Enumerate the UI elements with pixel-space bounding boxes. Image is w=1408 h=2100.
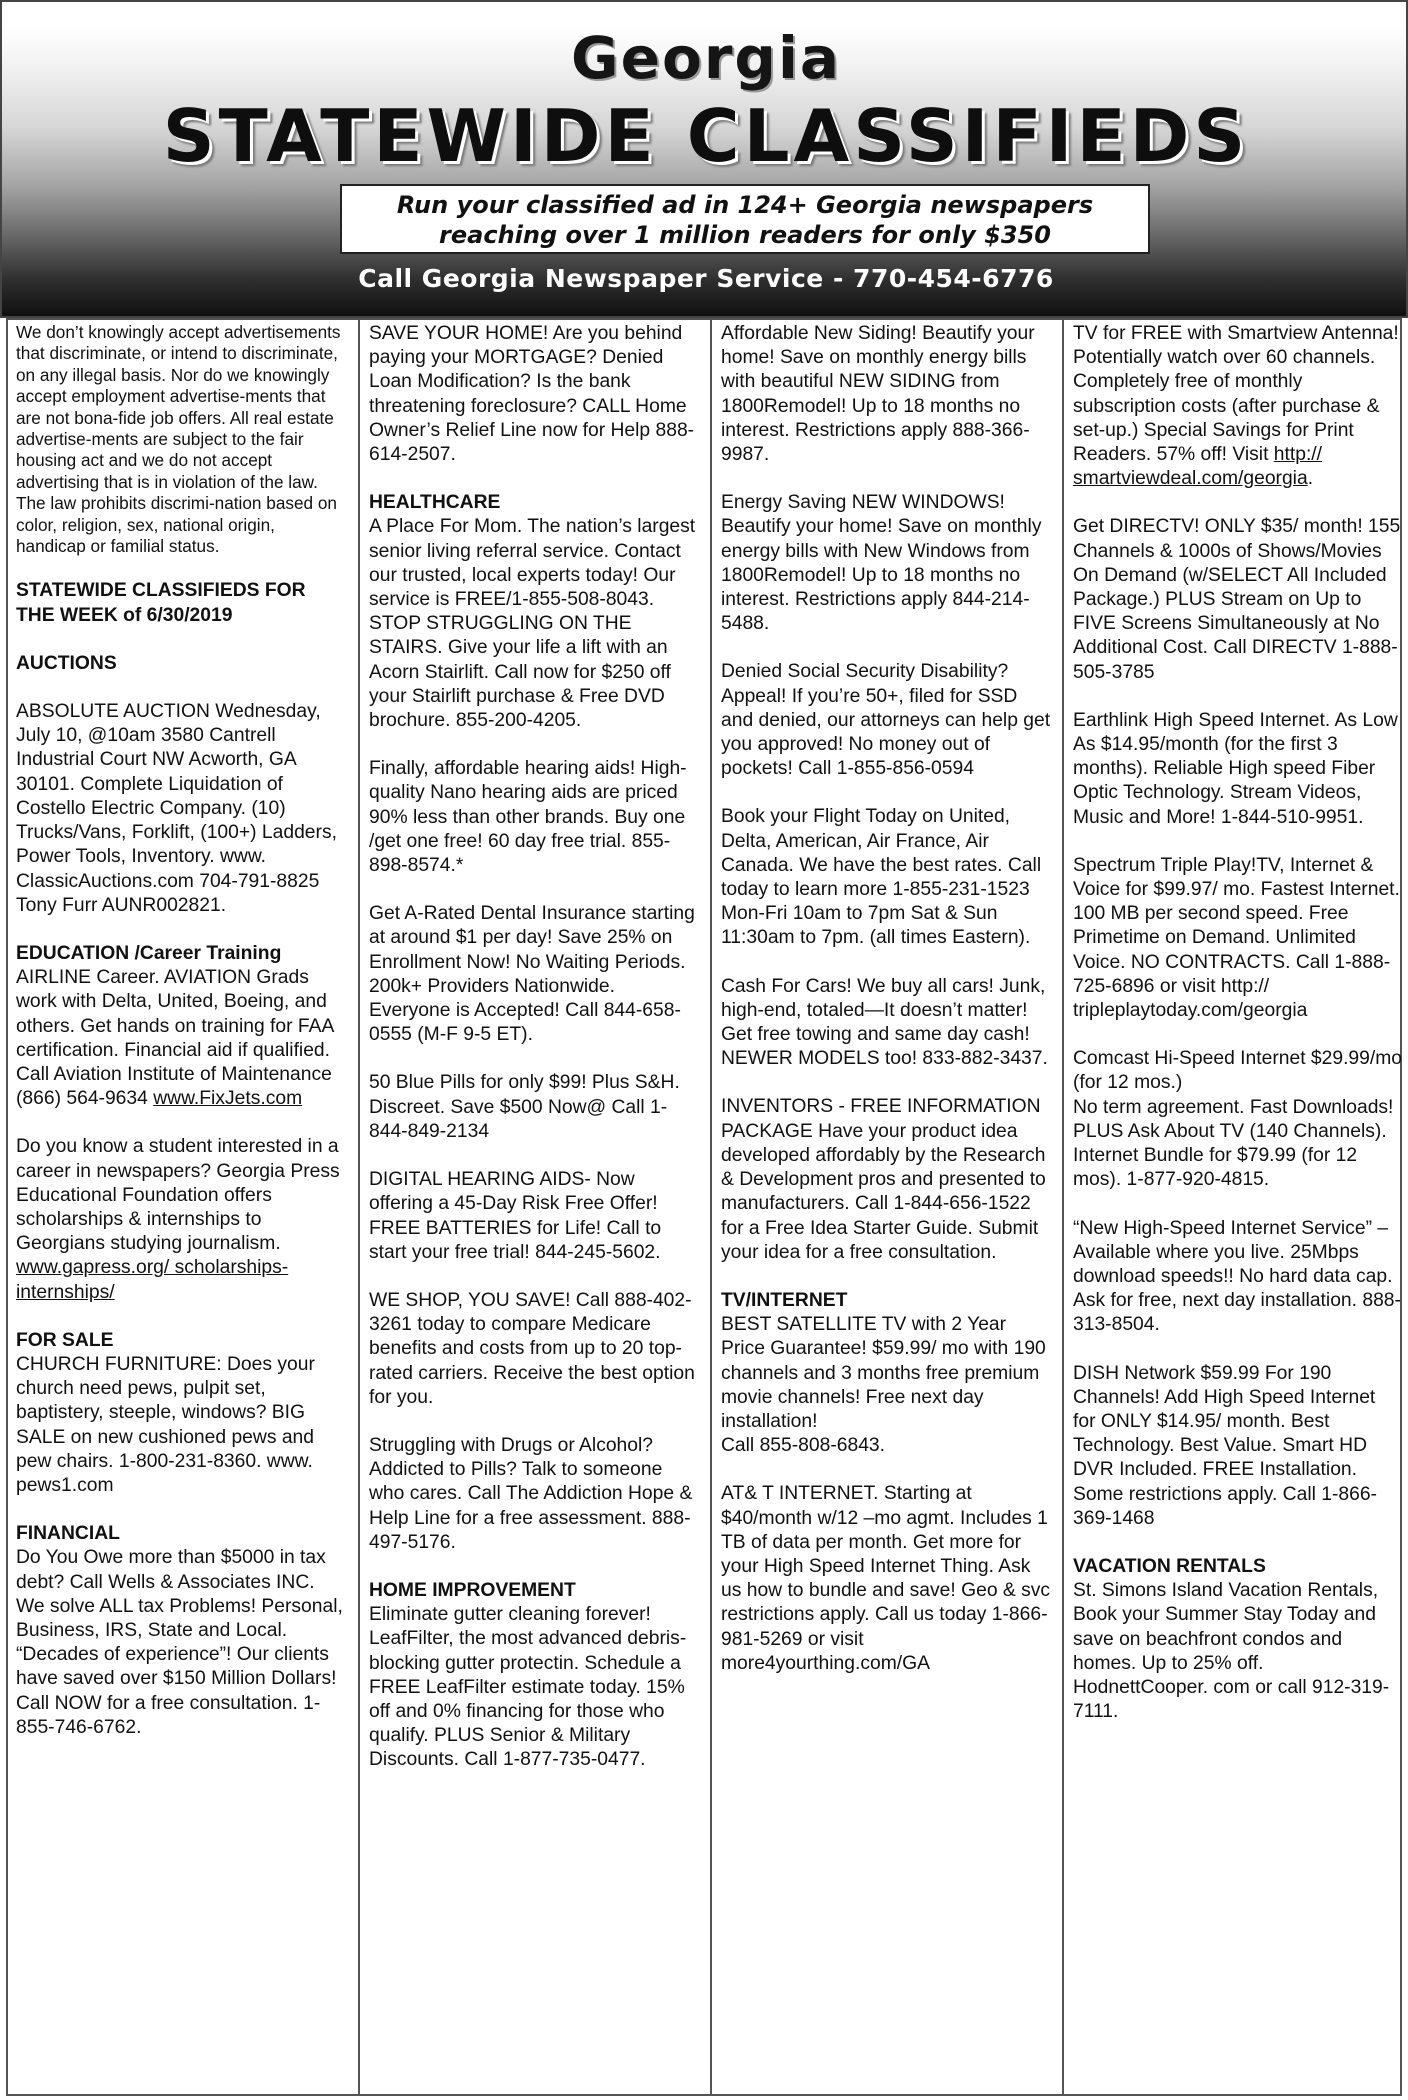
earthlink-ad: Earthlink High Speed Internet. As Low As $14.95/month (for the first 3 months). Reliable High speed Fiber Optic Technology. Stream Videos, Music and More! 1-844-510-9951. (1073, 709, 1398, 828)
inventors-ad: INVENTORS - FREE INFORMATION PACKAGE Have your product idea developed affordably by the Research & Development pros and presented to manufacturers. Call 1-844-656-1522 for a Free Idea Starter Guide. Submit your idea for a free consultation. (721, 1096, 1046, 1263)
high-speed-internet-ad: “New High-Speed Internet Service” –Available where you live. 25Mbps download speeds!! No hard data cap. Ask for free, next day installation. 888-313-8504. (1073, 1217, 1401, 1336)
masthead-title: STATEWIDE CLASSIFIEDS (162, 94, 1250, 178)
airline-ad (16, 966, 346, 1111)
column-divider (358, 318, 360, 2096)
masthead-state: Georgia (571, 24, 841, 92)
masthead (0, 0, 1408, 318)
section-heading-healthcare: HEALTHCARE (369, 492, 501, 514)
stairlift-ad: STOP STRUGGLING ON THE STAIRS. Give your life a lift with an Acorn Stairlift. Call now for $250 off your Stairlift purchase & Free DVD brochure. 855-200-4205. (369, 613, 671, 732)
promo-box (340, 184, 1150, 254)
comcast-text-1: Comcast Hi-Speed Internet $29.99/mo (for 12 mos.) (1073, 1048, 1403, 1094)
gapress-link[interactable]: www.gapress.org/ scholarships-internships/ (16, 1257, 289, 1303)
tax-debt-ad: Do You Owe more than $5000 in tax debt? Call Wells & Associates INC. We solve ALL tax Problems! Personal, Business, IRS, State and Local. “Decades of experience”! Our clients have saved over $150 Million Dollars! Call NOW for a free consultation. 1-855-746-6762. (16, 1547, 343, 1738)
column-divider (710, 318, 712, 2096)
comcast-ad (1073, 1047, 1403, 1192)
flight-ad: Book your Flight Today on United, Delta, American, Air France, Air Canada. We have the best rates. Call today to learn more 1-855-231-1523 Mon-Fri 10am to 7pm Sat & Sun 11:30am to 7pm. (all times Eastern). (721, 806, 1042, 949)
satellite-tv-text: BEST SATELLITE TV with 2 Year Price Guarantee! $59.99/ mo with 190 channels and 3 months free premium movie channels! Free next day installation! (721, 1314, 1046, 1432)
gutter-ad: Eliminate gutter cleaning forever! LeafFilter, the most advanced debris-blocking gutter protectin. Schedule a FREE LeafFilter estimate today. 15% off and 0% financing for those who qualify. PLUS Senior & Military Discounts. Call 1-877-735-0477. (369, 1604, 687, 1771)
smartview-ad (1073, 322, 1403, 491)
satellite-tv-call: Call 855-808-6843. (721, 1435, 886, 1457)
digital-hearing-ad: DIGITAL HEARING AIDS- Now offering a 45-Day Risk Free Offer! FREE BATTERIES for Life! Call to start your free trial! 844-245-5602. (369, 1169, 662, 1263)
fixjets-link[interactable]: www.FixJets.com (153, 1088, 303, 1110)
airline-ad-text: AIRLINE Career. AVIATION Grads work with Delta, United, Boeing, and others. Get hands on training for FAA certification. Financial aid if qualified. Call Aviation Institute of Maintenance (866) 564-9634 (16, 967, 334, 1110)
satellite-tv-ad (721, 1313, 1051, 1458)
section-heading-financial: FINANCIAL (16, 1523, 120, 1545)
auction-ad: ABSOLUTE AUCTION Wednesday, July 10, @10am 3580 Cantrell Industrial Court NW Acworth, GA 30101. Complete Liquidation of Costello Electric Company. (10) Trucks/Vans, Forklift, (100+) Ladders, Power Tools, Inventory. www. ClassicAuctions.com 704-791-8825 Tony Furr AUNR002821. (16, 701, 337, 916)
section-heading-vacation-rentals: VACATION RENTALS (1073, 1555, 1266, 1577)
section-heading-home-improvement: HOME IMPROVEMENT (369, 1579, 576, 1601)
hearing-aids-ad: Finally, affordable hearing aids! High-quality Nano hearing aids are priced 90% less than other brands. Buy one /get one free! 60 day free trial. 855-898-8574.* (369, 758, 687, 877)
week-title: STATEWIDE CLASSIFIEDS FOR THE WEEK of 6/30/2019 (16, 580, 306, 626)
column-divider (1062, 318, 1064, 2096)
masthead-call-line: Call Georgia Newspaper Service - 770-454-6776 (358, 264, 1054, 293)
column-2 (369, 322, 699, 1797)
disclaimer: We don’t knowingly accept advertisements that discriminate, or intend to discriminate, on any illegal basis. Nor do we knowingly accept employment advertise-ments that are not bona-fide job offers. All real estate advertise-ments are subject to the fair housing act and we do not accept advertising that is in violation of the law. The law prohibits discrimi-nation based on color, religion, sex, national origin, handicap or familial status. (16, 322, 341, 557)
column-3 (721, 322, 1051, 1700)
gapress-ad-text: Do you know a student interested in a career in newspapers? Georgia Press Educational Foundation offers scholarships & internships to Georgians studying journalism. (16, 1136, 340, 1255)
save-home-ad: SAVE YOUR HOME! Are you behind paying your MORTGAGE? Denied Loan Modification? Is the bank threatening foreclosure? CALL Home Owner’s Relief Line now for Help 888-614-2507. (369, 323, 695, 466)
promo-line-2: reaching over 1 million readers for only $350 (439, 221, 1051, 249)
disability-ad: Denied Social Security Disability? Appeal! If you’re 50+, filed for SSD and denied, our attorneys can help get you approved! No money out of pockets! Call 1-855-856-0594 (721, 661, 1051, 780)
section-heading-education: EDUCATION /Career Training (16, 942, 282, 964)
spectrum-ad: Spectrum Triple Play!TV, Internet & Voice for $99.97/ mo. Fastest Internet. 100 MB per second speed. Free Primetime on Demand. Unlimited Voice. NO CONTRACTS. Call 1-888-725-6896 or visit http:// tripleplaytoday.com/georgia (1073, 854, 1400, 1022)
comcast-text-2: No term agreement. Fast Downloads! PLUS Ask About TV (140 Channels). Internet Bundle for $79.99 (for 12 mos). 1-877-920-4815. (1073, 1096, 1394, 1191)
directv-ad: Get DIRECTV! ONLY $35/ month! 155 Channels & 1000s of Shows/Movies On Demand (w/SELECT All Included Package.) PLUS Stream on Up to FIVE Screens Simultaneously at No Additional Cost. Call DIRECTV 1-888-505-3785 (1073, 516, 1401, 683)
smartview-end: . (1307, 468, 1314, 490)
medicare-ad: WE SHOP, YOU SAVE! Call 888-402-3261 today to compare Medicare benefits and costs from up to 20 top-rated carriers. Receive the best option for you. (369, 1289, 695, 1408)
addiction-ad: Struggling with Drugs or Alcohol? Addicted to Pills? Talk to someone who cares. Call The Addiction Hope & Help Line for a free assessment. 888-497-5176. (369, 1434, 693, 1553)
church-furniture-ad: CHURCH FURNITURE: Does your church need pews, pulpit set, baptistery, steeple, windows? BIG SALE on new cushioned pews and pew chairs. 1-800-231-8360. www. pews1.com (16, 1353, 315, 1496)
section-heading-tv-internet: TV/INTERNET (721, 1289, 848, 1311)
blue-pills-ad: 50 Blue Pills for only $99! Plus S&H. Discreet. Save $500 Now@ Call 1-844-849-2134 (369, 1072, 680, 1142)
gapress-ad (16, 1135, 346, 1304)
windows-ad: Energy Saving NEW WINDOWS! Beautify your home! Save on monthly energy bills with New Windows from 1800Remodel! Up to 18 months no interest. Restrictions apply 844-214-5488. (721, 492, 1042, 635)
section-heading-for-sale: FOR SALE (16, 1329, 114, 1351)
column-1 (16, 322, 346, 1764)
siding-ad: Affordable New Siding! Beautify your home! Save on monthly energy bills with beautiful NEW SIDING from 1800Remodel! Up to 18 months no interest. Restrictions apply 888-366-9987. (721, 323, 1035, 466)
smartview-link[interactable]: http:// smartviewdeal.com/georgia (1073, 444, 1323, 490)
dental-insurance-ad: Get A-Rated Dental Insurance starting at around $1 per day! Save 25% on Enrollment Now! No Waiting Periods. 200k+ Providers Nationwide. Everyone is Accepted! Call 844-658-0555 (M-F 9-5 ET). (369, 903, 695, 1046)
smartview-text: TV for FREE with Smartview Antenna! Potentially watch over 60 channels. Completely free of monthly subscription costs (after purchase & set-up.) Special Savings for Print Readers. 57% off! Visit (1073, 323, 1399, 466)
att-internet-ad: AT& T INTERNET. Starting at $40/month w/12 –mo agmt. Includes 1 TB of data per month. Get more for your High Speed Internet Thing. Ask us how to bundle and save! Geo & svc restrictions apply. Call us today 1-866-981-5269 or visit more4yourthing.com/GA (721, 1483, 1051, 1674)
dish-network-ad: DISH Network $59.99 For 190 Channels! Add High Speed Internet for ONLY $14.95/ month. Best Technology. Best Value. Smart HD DVR Included. FREE Installation. Some restrictions apply. Call 1-866-369-1468 (1073, 1362, 1377, 1529)
place-for-mom-ad: A Place For Mom. The nation’s largest senior living referral service. Contact our trusted, local experts today! Our service is FREE/1-855-508-8043. (369, 516, 696, 611)
cash-for-cars-ad: Cash For Cars! We buy all cars! Junk, high-end, totaled—It doesn’t matter! Get free towing and same day cash! NEWER MODELS too! 833-882-3437. (721, 975, 1048, 1070)
vacation-rentals-ad: St. Simons Island Vacation Rentals, Book your Summer Stay Today and save on beachfront condos and homes. Up to 25% off. HodnettCooper. com or call 912-319-7111. (1073, 1580, 1390, 1723)
column-4 (1073, 322, 1403, 1748)
promo-line-1: Run your classified ad in 124+ Georgia newspapers (396, 191, 1094, 219)
section-heading-auctions: AUCTIONS (16, 652, 117, 674)
